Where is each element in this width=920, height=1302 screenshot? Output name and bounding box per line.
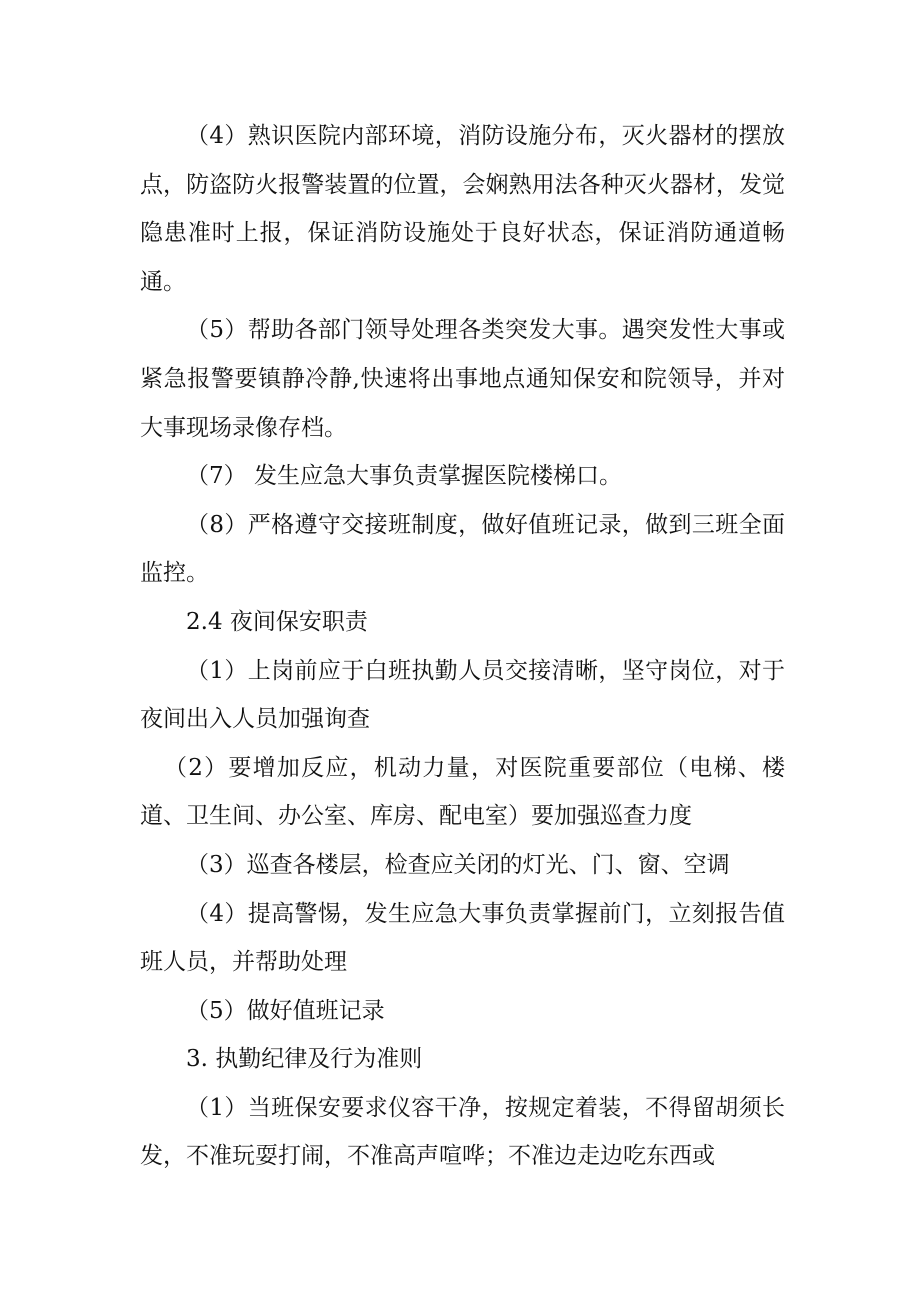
paragraph-appearance-rules: （1）当班保安要求仪容干净，按规定着装，不得留胡须长发，不准玩耍打闹，不准高声喧哗；不准边走边吃东西或 bbox=[140, 1094, 785, 1170]
section-heading-night-duties: 2.4 夜间保安职责 bbox=[186, 608, 368, 635]
paragraph-floor-inspection: （3）巡查各楼层，检查应关闭的灯光、门、窗、空调 bbox=[186, 851, 730, 878]
document-body bbox=[140, 112, 785, 1181]
paragraph-vigilance: （4）提高警惕，发生应急大事负责掌握前门，立刻报告值班人员，并帮助处理 bbox=[140, 900, 785, 976]
paragraph-fire-safety: （4）熟识医院内部环境，消防设施分布，灭火器材的摆放点，防盗防火报警装置的位置，会娴熟用法各种灭火器材，发觉隐患准时上报，保证消防设施处于良好状态，保证消防通道畅通。 bbox=[140, 123, 785, 295]
paragraph-duty-record: （5）做好值班记录 bbox=[186, 997, 385, 1024]
paragraph-shift-handover: （8）严格遵守交接班制度，做好值班记录，做到三班全面监控。 bbox=[140, 511, 785, 587]
paragraph-stairwell-control: （7） 发生应急大事负责掌握医院楼梯口。 bbox=[186, 463, 622, 490]
paragraph-night-handover: （1）上岗前应于白班执勤人员交接清晰，坚守岗位，对于夜间出入人员加强询查 bbox=[140, 657, 785, 733]
paragraph-key-areas-patrol: （2）要增加反应，机动力量，对医院重要部位（电梯、楼道、卫生间、办公室、库房、配电室）要加强巡查力度 bbox=[140, 754, 785, 830]
paragraph-emergency-assist: （5）帮助各部门领导处理各类突发大事。遇突发性大事或紧急报警要镇静冷静,快速将出事地点通知保安和院领导，并对大事现场录像存档。 bbox=[140, 317, 785, 441]
section-heading-discipline: 3. 执勤纪律及行为准则 bbox=[186, 1046, 423, 1073]
